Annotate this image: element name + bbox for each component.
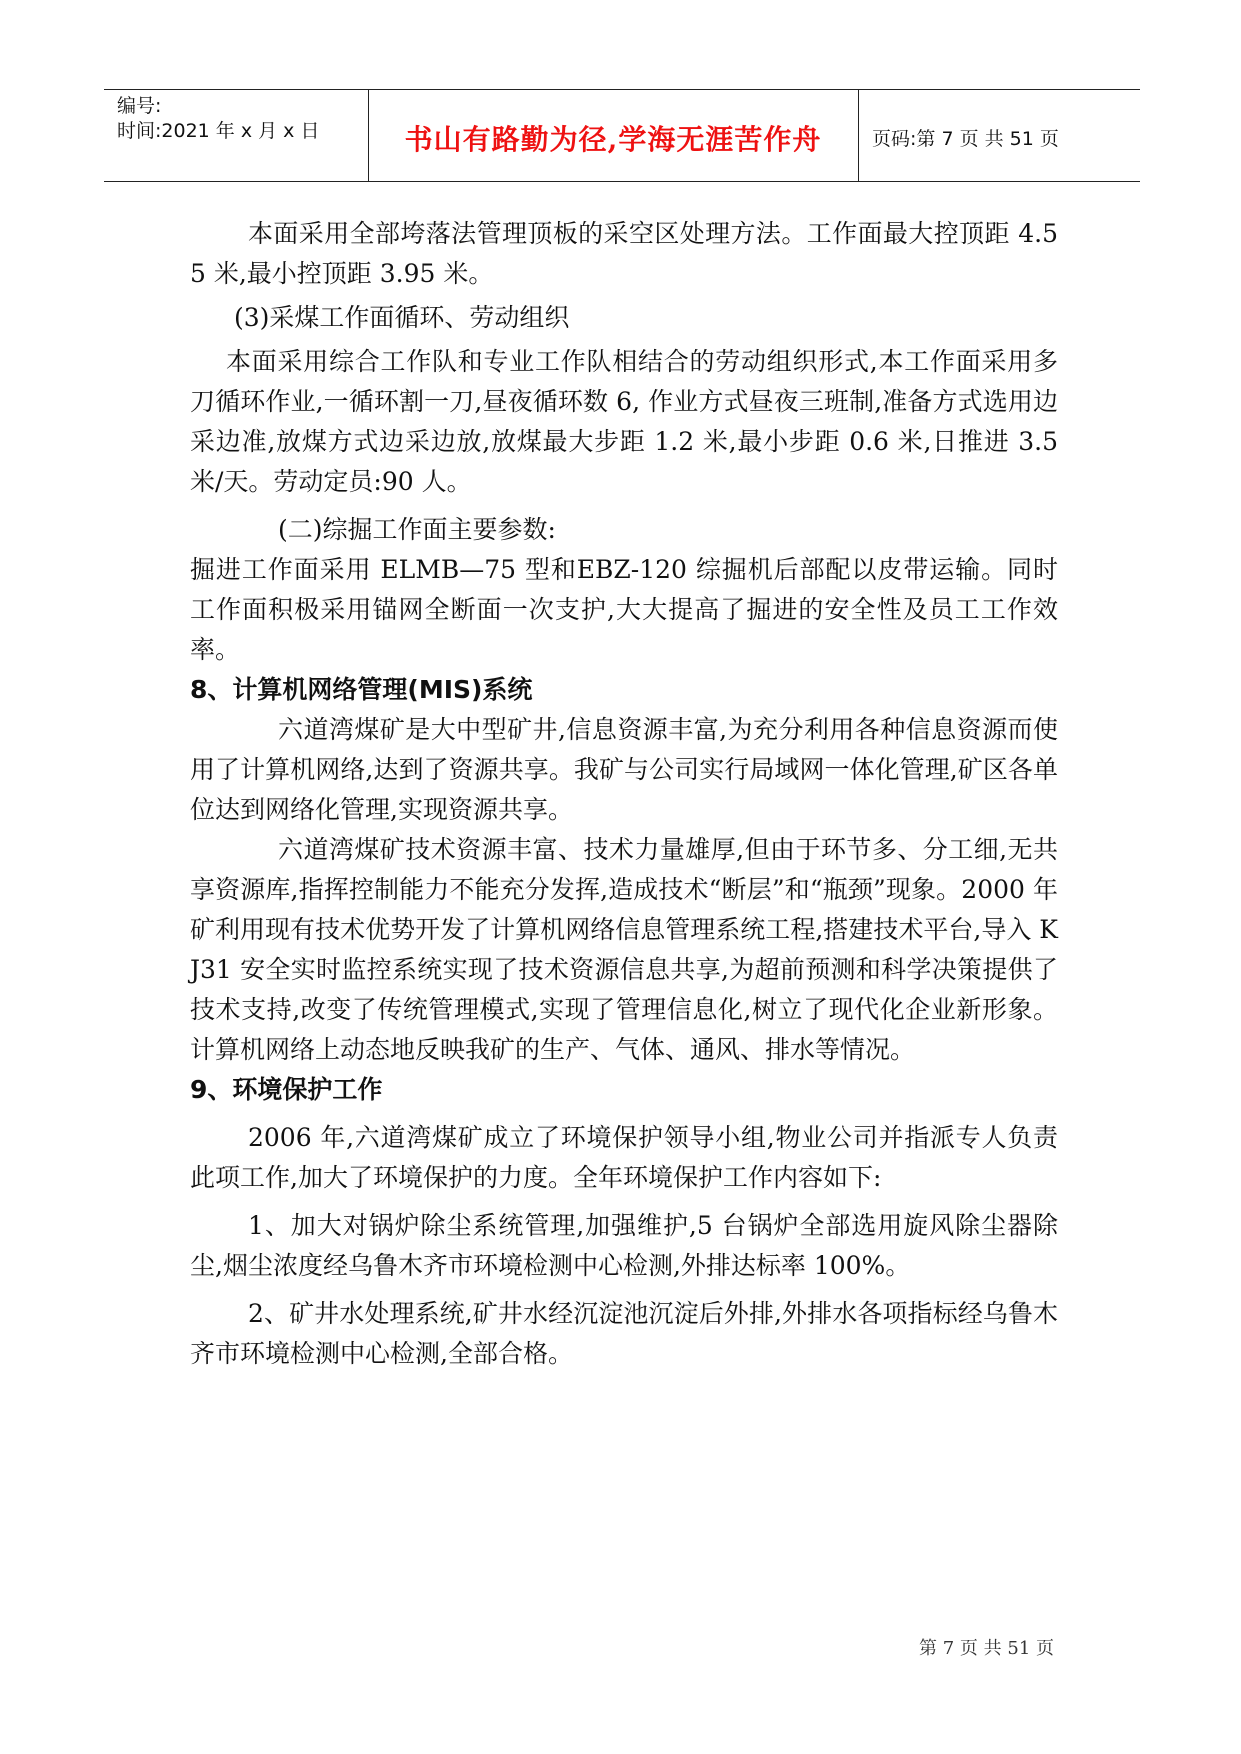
header-page-label: 页码:第 7 页 共 51 页 [872, 128, 1059, 150]
paragraph-roadway-equipment: 掘进工作面采用 ELMB—75 型和EBZ-120 综掘机后部配以皮带运输。同时工作面积极采用锚网全断面一次支护,大大提高了掘进的安全性及员工工作效率。 [190, 555, 1058, 664]
header-code-label: 编号: [117, 95, 162, 117]
subheading-roadway-params: (二)综掘工作面主要参数: [278, 515, 556, 544]
header-motto: 书山有路勤为径,学海无涯苦作舟 [404, 123, 822, 156]
paragraph-goaf-method: 本面采用全部垮落法管理顶板的采空区处理方法。工作面最大控顶距 4.55 米,最小控顶距 3.95 米。 [190, 219, 1058, 288]
paragraph-mine-water: 2、矿井水处理系统,矿井水经沉淀池沉淀后外排,外排水各项指标经乌鲁木齐市环境检测中心检测,全部合格。 [190, 1299, 1058, 1368]
header-time-label: 时间:2021 年 x 月 x 日 [117, 120, 320, 142]
header-top-rule [104, 89, 1140, 90]
header-divider-left [368, 89, 369, 181]
header-divider-right [858, 89, 859, 181]
paragraph-labor-organization: 本面采用综合工作队和专业工作队相结合的劳动组织形式,本工作面采用多刀循环作业,一循环割一刀,昼夜循环数 6, 作业方式昼夜三班制,准备方式选用边采边准,放煤方式边采边放,放煤最大步距 1.2 米,最小步距 0.6 米,日推进 3.5 米/天。劳动定员:90 人。 [190, 347, 1058, 496]
footer-page-number: 第 7 页 共 51 页 [919, 1638, 1054, 1659]
paragraph-network-overview: 六道湾煤矿是大中型矿井,信息资源丰富,为充分利用各种信息资源而使用了计算机网络,达到了资源共享。我矿与公司实行局域网一体化管理,矿区各单位达到网络化管理,实现资源共享。 [190, 715, 1058, 824]
header-bottom-rule [104, 181, 1140, 182]
subheading-mining-cycle: (3)采煤工作面循环、劳动组织 [234, 303, 570, 332]
paragraph-boiler-dust: 1、加大对锅炉除尘系统管理,加强维护,5 台锅炉全部选用旋风除尘器除尘,烟尘浓度经乌鲁木齐市环境检测中心检测,外排达标率 100%。 [190, 1211, 1058, 1280]
paragraph-environment-intro: 2006 年,六道湾煤矿成立了环境保护领导小组,物业公司并指派专人负责此项工作,加大了环境保护的力度。全年环境保护工作内容如下: [190, 1123, 1058, 1192]
paragraph-network-history: 六道湾煤矿技术资源丰富、技术力量雄厚,但由于环节多、分工细,无共享资源库,指挥控制能力不能充分发挥,造成技术“断层”和“瓶颈”现象。2000 年矿利用现有技术优势开发了计算机网络信息管理系统工程,搭建技术平台,导入 KJ31 安全实时监控系统实现了技术资源信息共享,为超前预测和科学决策提供了技术支持,改变了传统管理模式,实现了管理信息化,树立了现代化企业新形象。计算机网络上动态地反映我矿的生产、气体、通风、排水等情况。 [190, 835, 1058, 1064]
section-heading-environment: 9、环境保护工作 [190, 1075, 383, 1104]
document-body [190, 214, 1058, 1374]
section-heading-mis: 8、计算机网络管理(MIS)系统 [190, 675, 533, 704]
header-meta [117, 94, 362, 144]
